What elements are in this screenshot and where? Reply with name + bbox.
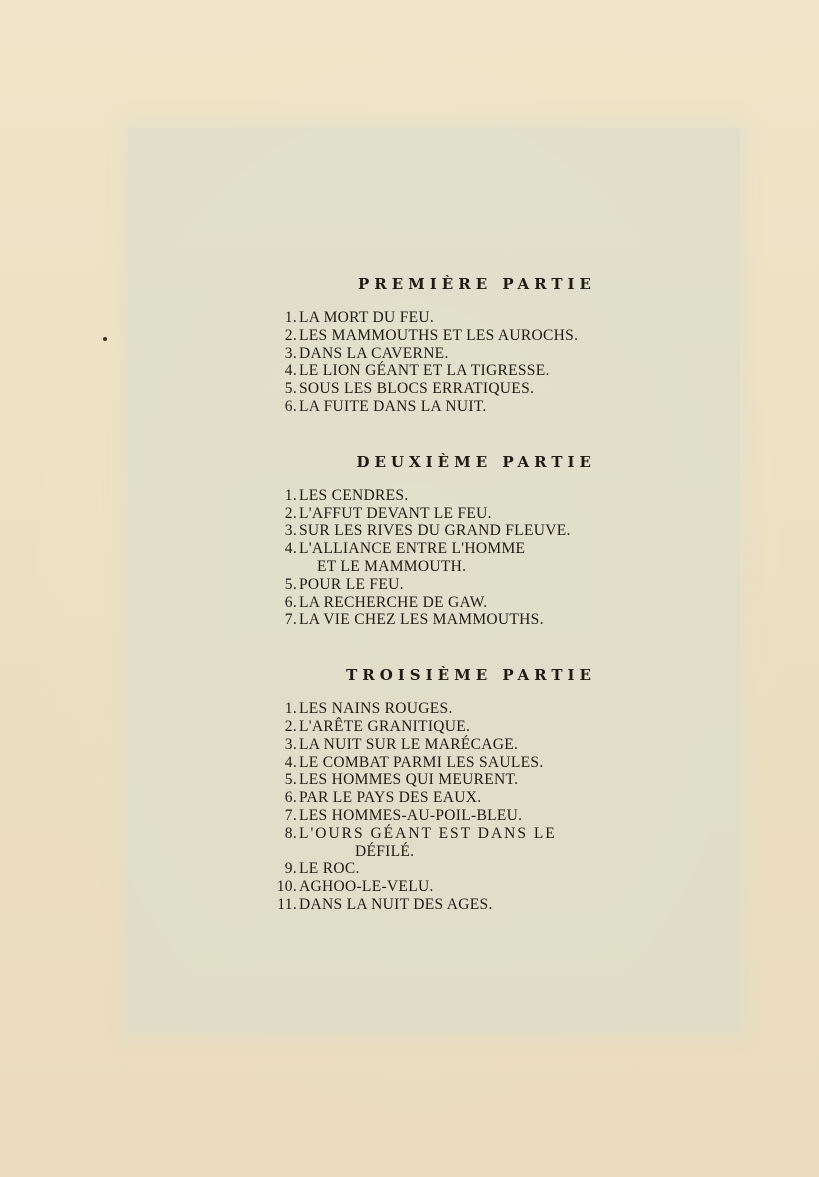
chapter-title: LES CENDRES. [299,486,409,504]
chapter-item [260,860,610,878]
chapter-title-wrap [297,825,557,861]
chapter-item [260,771,610,789]
chapter-item [260,505,610,523]
chapter-number: 3. [284,522,297,540]
chapter-list-part-2 [260,487,610,629]
chapter-title: L'ALLIANCE ENTRE L'HOMME [299,540,526,558]
chapter-item [260,700,610,718]
chapter-title: DANS LA CAVERNE. [299,344,449,362]
chapter-item [260,594,610,612]
chapter-item [260,896,610,914]
chapter-number: 3. [284,344,297,362]
chapter-number: 1. [284,309,297,326]
chapter-item [260,576,610,594]
chapter-number: 4. [284,753,297,771]
chapter-number: 8. [284,824,297,842]
chapter-number: 3. [284,735,297,753]
chapter-number: 1. [284,486,297,504]
chapter-item [260,362,610,380]
ink-speck [103,337,107,341]
chapter-title: LA NUIT SUR LE MARÉCAGE. [299,735,519,753]
chapter-number: 2. [284,504,297,522]
chapter-title: SUR LES RIVES DU GRAND FLEUVE. [299,522,571,540]
chapter-title: L'AFFUT DEVANT LE FEU. [299,504,492,522]
part-title-2: DEUXIÈME PARTIE [356,452,596,471]
chapter-list-part-3 [260,700,610,914]
chapter-title: LA RECHERCHE DE GAW. [299,593,488,611]
chapter-item [260,309,610,327]
chapter-item [260,736,610,754]
table-of-contents [260,272,610,914]
chapter-item [260,878,610,896]
chapter-title: DANS LA NUIT DES AGES. [299,895,493,913]
chapter-item [260,487,610,505]
chapter-item [260,807,610,825]
chapter-title: LA FUITE DANS LA NUIT. [299,397,487,415]
chapter-title: L'OURS GÉANT EST DANS LE [299,824,557,842]
chapter-title: LES MAMMOUTHS ET LES AUROCHS. [299,326,579,344]
chapter-list-part-1 [260,309,610,416]
chapter-number: 9. [284,860,297,878]
chapter-item [260,718,610,736]
chapter-title-continuation: DÉFILÉ. [355,842,415,860]
chapter-number: 11. [277,895,297,913]
chapter-title: LES NAINS ROUGES. [299,700,453,718]
chapter-title: LES HOMMES QUI MEURENT. [299,771,519,789]
chapter-title: AGHOO-LE-VELU. [299,878,434,896]
chapter-number: 10. [276,878,297,896]
chapter-number: 2. [284,326,297,344]
chapter-title: LE ROC. [299,860,360,878]
chapter-item [260,380,610,398]
chapter-number: 6. [284,593,297,611]
chapter-item [260,398,610,416]
chapter-item [260,327,610,345]
chapter-item [260,345,610,363]
chapter-title: LE COMBAT PARMI LES SAULES. [299,753,544,771]
chapter-title: PAR LE PAYS DES EAUX. [299,789,482,807]
chapter-item [260,825,610,861]
chapter-number: 4. [284,540,297,558]
part-title-1: PREMIÈRE PARTIE [358,275,596,293]
chapter-number: 5. [284,380,297,398]
chapter-number: 5. [284,575,297,593]
chapter-title: LA VIE CHEZ LES MAMMOUTHS. [299,611,544,629]
chapter-title: LA MORT DU FEU. [299,309,435,326]
chapter-item [260,754,610,772]
part-title-3: TROISIÈME PARTIE [346,666,596,685]
chapter-number: 6. [284,789,297,807]
chapter-title: LE LION GÉANT ET LA TIGRESSE. [299,362,550,380]
chapter-number: 2. [284,717,297,735]
chapter-number: 7. [284,611,297,629]
chapter-item [260,611,610,629]
chapter-title: SOUS LES BLOCS ERRATIQUES. [299,380,535,398]
chapter-title-continuation: ET LE MAMMOUTH. [317,557,467,575]
chapter-item [260,789,610,807]
chapter-number: 6. [284,397,297,415]
chapter-number: 7. [284,806,297,824]
chapter-title-wrap [297,540,525,576]
chapter-number: 5. [284,771,297,789]
chapter-item [260,522,610,540]
chapter-number: 1. [284,700,297,718]
chapter-title: POUR LE FEU. [299,575,404,593]
chapter-item [260,540,610,576]
chapter-title: LES HOMMES-AU-POIL-BLEU. [299,806,523,824]
chapter-title: L'ARÊTE GRANITIQUE. [299,717,471,735]
chapter-number: 4. [284,362,297,380]
